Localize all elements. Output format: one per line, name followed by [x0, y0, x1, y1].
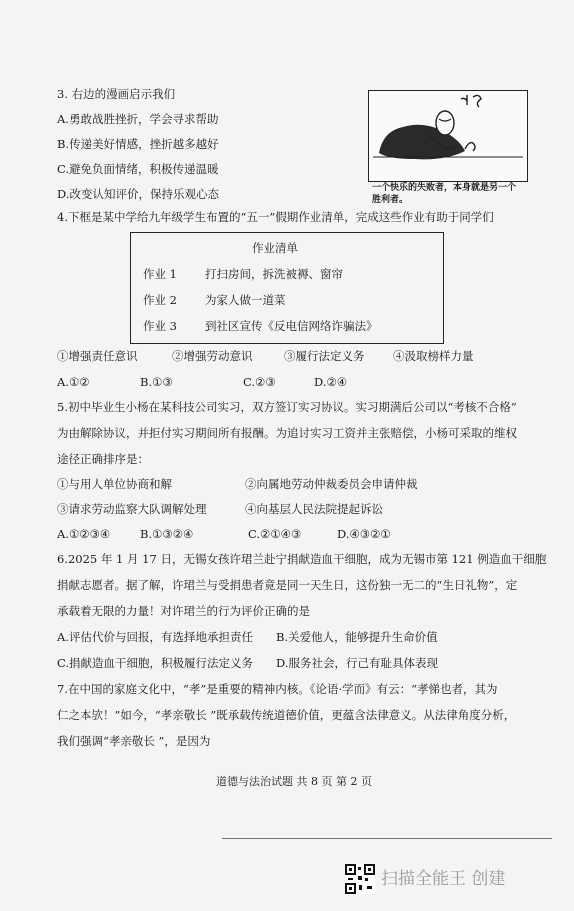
q6-stem-line-3: 承载着无限的力量！对许珺兰的行为评价正确的是: [57, 604, 310, 618]
q4-item-2: ②增强劳动意识: [172, 349, 253, 363]
task-3-label: 作业 3: [143, 319, 177, 333]
q4-choice-b: B.①③: [140, 375, 173, 389]
q5-stem-line-2: 为由解除协议，并拒付实习期间所有报酬。为追讨实习工资并主张赔偿，小杨可采取的维权: [57, 426, 517, 440]
cartoon-drawing: [369, 91, 527, 181]
q6-stem-line-1: 6.2025 年 1 月 17 日，无锡女孩许珺兰赴宁捐献造血干细胞，成为无锡市第 121 例造血干细胞: [57, 552, 547, 566]
q7-stem-line-3: 我们强调“孝亲敬长 ”，是因为: [57, 734, 211, 748]
task-1-content: 打扫房间，拆洗被褥、窗帘: [205, 267, 343, 281]
q4-choice-c: C.②③: [243, 375, 276, 389]
task-3-content: 到社区宣传《反电信网络诈骗法》: [205, 319, 378, 333]
q3-option-b: B.传递美好情感，挫折越多越好: [57, 137, 219, 151]
q5-stem-line-1: 5.初中毕业生小杨在某科技公司实习，双方签订实习协议。实习期满后公司以“考核不合格”: [57, 400, 517, 414]
q3-option-c: C.避免负面情绪，积极传递温暖: [57, 162, 219, 176]
q5-item-3: ③请求劳动监察大队调解处理: [57, 502, 207, 516]
q7-stem-line-1: 7.在中国的家庭文化中，“孝”是重要的精神内核。《论语·学而》有云：“孝悌也者，其为: [57, 682, 498, 696]
q5-item-1: ①与用人单位协商和解: [57, 477, 172, 491]
q4-stem: 4.下框是某中学给九年级学生布置的“五一”假期作业清单，完成这些作业有助于同学们: [57, 210, 494, 224]
q6-option-d: D.服务社会，行己有耻具体表现: [276, 656, 438, 670]
q5-choice-c: C.②①④③: [248, 527, 302, 541]
q3-stem: 3. 右边的漫画启示我们: [57, 87, 176, 101]
footer-divider: [222, 838, 552, 839]
q4-choice-d: D.②④: [314, 375, 348, 389]
q6-option-a: A.评估代价与回报，有选择地承担责任: [57, 630, 253, 644]
q5-choice-d: D.④③②①: [337, 527, 391, 541]
q5-stem-line-3: 途径正确排序是：: [57, 452, 149, 466]
task-1-label: 作业 1: [143, 267, 177, 281]
box-title: 作业清单: [252, 241, 298, 255]
q5-choice-b: B.①③②④: [140, 527, 194, 541]
task-2-label: 作业 2: [143, 293, 177, 307]
task-2-content: 为家人做一道菜: [205, 293, 286, 307]
page-footer: 道德与法治试题 共 8 页 第 2 页: [216, 775, 372, 788]
cartoon-image: [368, 90, 528, 182]
q6-option-b: B.关爱他人，能够提升生命价值: [276, 630, 438, 644]
q4-choice-a: A.①②: [57, 375, 90, 389]
q3-option-d: D.改变认知评价，保持乐观心态: [57, 187, 219, 201]
q3-option-a: A.勇敢战胜挫折，学会寻求帮助: [57, 112, 219, 126]
q6-stem-line-2: 捐献志愿者。据了解，许珺兰与受捐患者竟是同一天生日，这份独一无二的“生日礼物”，定: [57, 578, 518, 592]
q5-item-2: ②向属地劳动仲裁委员会申请仲裁: [245, 477, 418, 491]
scanner-watermark: 扫描全能王 创建: [381, 869, 506, 889]
q4-item-3: ③履行法定义务: [284, 349, 365, 363]
q6-option-c: C.捐献造血干细胞，积极履行法定义务: [57, 656, 254, 670]
qr-code-icon: [345, 864, 375, 894]
q5-item-4: ④向基层人民法院提起诉讼: [245, 502, 383, 516]
q5-choice-a: A.①②③④: [57, 527, 111, 541]
cartoon-caption: 一个快乐的失败者，本身就是另一个胜利者。: [372, 183, 517, 205]
q7-stem-line-2: 仁之本欤！”如今，“孝亲敬长 ”既承载传统道德价值，更蕴含法律意义。从法律角度分析，: [57, 708, 516, 722]
q4-item-4: ④汲取榜样力量: [393, 349, 474, 363]
q4-item-1: ①增强责任意识: [57, 349, 138, 363]
